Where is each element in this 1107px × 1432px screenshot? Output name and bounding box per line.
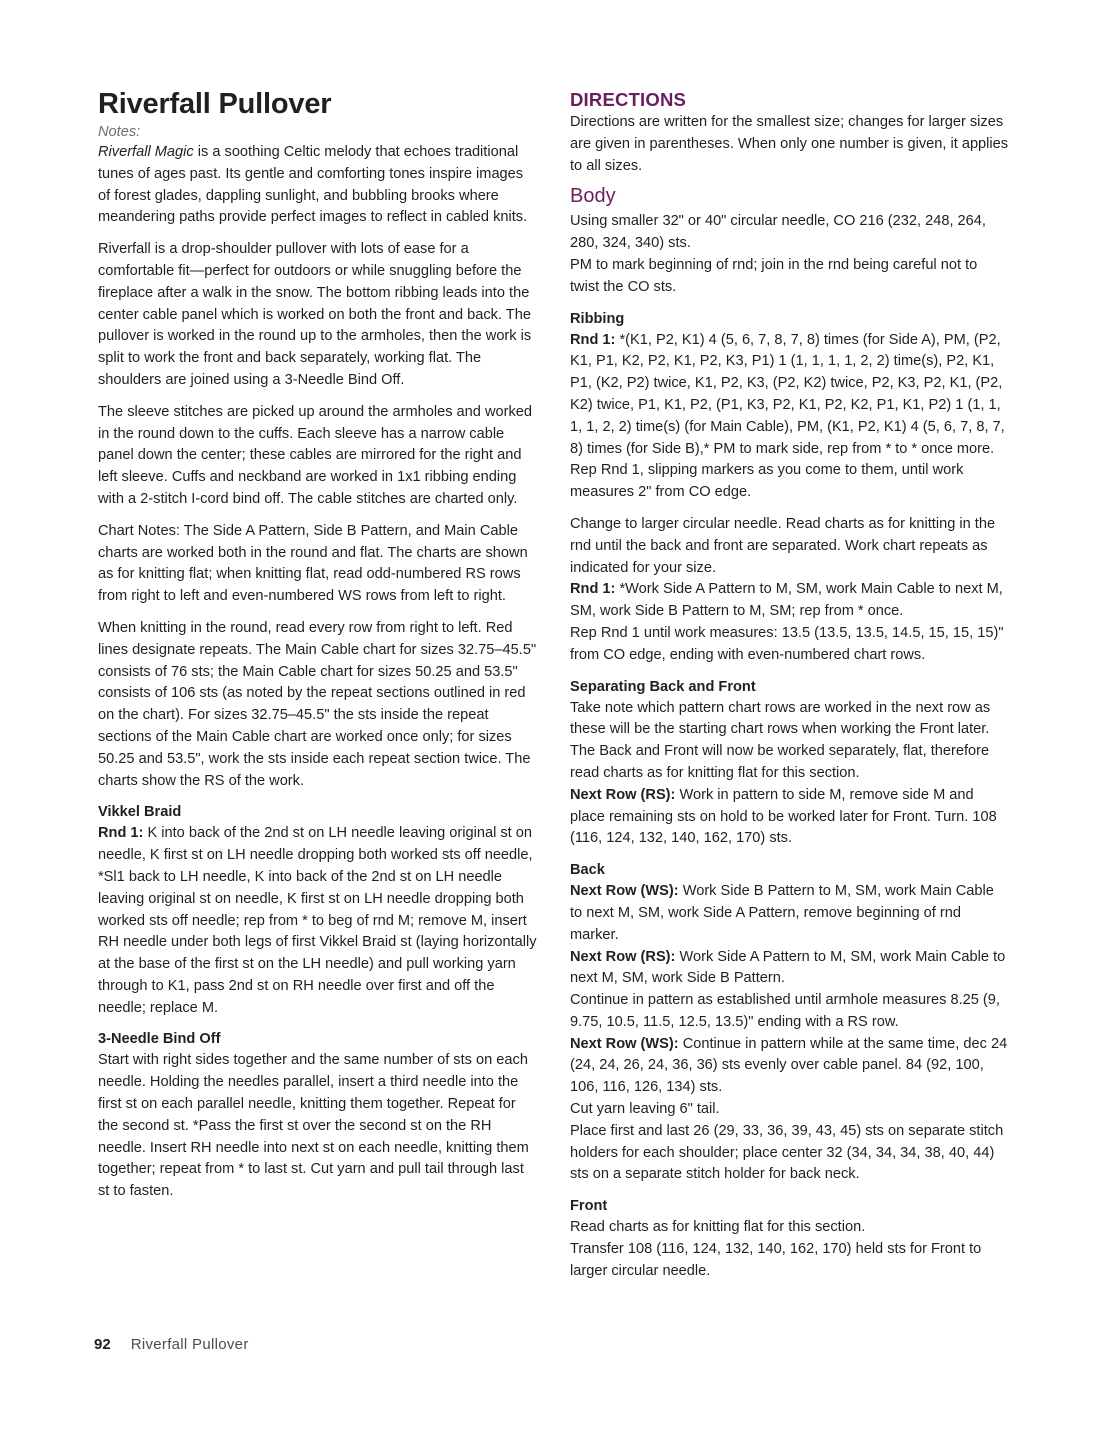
back-row-rs-text: Work Side A Pattern to M, SM, work Main Cable to next M, SM, work Side B Pattern.: [570, 948, 1006, 987]
footer-title: Riverfall Pullover: [130, 1336, 249, 1353]
bind-off-heading: 3-Needle Bind Off: [98, 1031, 221, 1048]
change-needle-text: Change to larger circular needle. Read charts as for knitting in the rnd until the back and front are separated. Work chart repeats as indicated for your size.: [570, 515, 996, 576]
notes-label: Notes:: [98, 124, 141, 140]
back-row-ws-label: Next Row (WS):: [570, 883, 679, 900]
right-column: [570, 88, 1010, 1283]
intro-text: is a soothing Celtic melody that echoes traditional tunes of ages past. Its gentle and comforting tones inspire images of forest glades, dappling sunlight, and bubbling brooks where meandering paths provide perfect images to reflect in cabled knits.: [98, 144, 528, 226]
separating-text: Take note which pattern chart rows are worked in the next row as these will be the starting chart rows when working the Front later. The Back and Front will now be worked separately, flat, therefore read charts as for knitting flat for this section.: [570, 699, 991, 781]
ribbing-rnd: [570, 330, 1010, 461]
separating-row-label: Next Row (RS):: [570, 786, 676, 803]
sleeve-paragraph: The sleeve stitches are picked up around the armholes and worked in the round down to the cuffs. Each sleeve has a narrow cable panel down the center; these cables are mirrored for the right and left sleeve. Cuffs and neckband are worked in 1x1 ribbing ending with a 2-stitch I-cord bind off. The cable stitches are charted only.: [98, 403, 533, 507]
back-row-rs-label: Next Row (RS):: [570, 948, 676, 965]
back-row-ws-dec-text: Continue in pattern while at the same time, dec 24 (24, 24, 26, 24, 36, 36) sts evenly over cable panel. 84 (92, 100, 106, 116, 126, 134) sts.: [570, 1035, 1008, 1096]
page-title: Riverfall Pullover: [98, 88, 332, 120]
ribbing-rnd-text: *(K1, P2, K1) 4 (5, 6, 7, 8, 7, 8) times (for Side A), PM, (P2, K1, P1, K2, P2, K1, P2, K3, P1) 1 (1, 1, 1, 1, 2, 2) time(s), P2, K1, P1, (K2, P2) twice, K1, P2, K3, (P2, K2) twice, P2, K3, P2, K1, (P2, K2) twice, P1, K1, P2, (P1, K3, P2, K1, P2, K2, P1, K1, P2) 1 (1, 1, 1, 1, 2, 2) time(s) (for Main Cable), PM, (K1, P2, K1) 4 (5, 6, 7, 8, 7, 8) times (for Side B),* PM to mark side, rep from * to * once more.: [570, 331, 1005, 457]
vikkel-braid-heading: Vikkel Braid: [98, 804, 182, 821]
back-place-sts: Place first and last 26 (29, 33, 36, 39, 43, 45) sts on separate stitch holders for each shoulder; place center 32 (34, 34, 34, 38, 40, 44) sts on a separate stitch holder for back neck.: [570, 1122, 1004, 1183]
directions-heading: DIRECTIONS: [570, 89, 687, 110]
back-row-ws-dec-label: Next Row (WS):: [570, 1035, 679, 1052]
separating-heading: Separating Back and Front: [570, 678, 756, 695]
back-heading: Back: [570, 862, 605, 879]
vikkel-braid-text: [98, 823, 538, 1019]
ribbing-repeat: Rep Rnd 1, slipping markers as you come to them, until work measures 2" from CO edge.: [570, 462, 964, 501]
back-continue: Continue in pattern as established until armhole measures 8.25 (9, 9.75, 10.5, 11.5, 12.5, 13.5)" ending with a RS row.: [570, 992, 1000, 1030]
directions-text: Directions are written for the smallest size; changes for larger sizes are given in parentheses. When only one number is given, it applies to all sizes.: [570, 114, 1009, 174]
body-heading: Body: [570, 185, 616, 208]
intro-italic-title: Riverfall Magic: [98, 144, 194, 160]
back-row-ws: [570, 881, 1010, 946]
back-cut-yarn: Cut yarn leaving 6" tail.: [570, 1101, 720, 1118]
page-number: 92: [94, 1336, 111, 1353]
left-column: [98, 86, 538, 1203]
change-rnd-text: *Work Side A Pattern to M, SM, work Main Cable to next M, SM, work Side B Pattern to M, SM; rep from * once.: [570, 581, 1003, 620]
bind-off-text: Start with right sides together and the same number of sts on each needle. Holding the needles parallel, insert a third needle into the first st on each parallel needle, knitting them together. Repeat for the second st. *Pass the first st over the second st on the RH needle. Insert RH needle into next st on each needle, knitting them together; repeat from * to last st. Cut yarn and pull tail through last st to fasten.: [98, 1052, 529, 1200]
change-rnd: [570, 579, 1010, 623]
ribbing-rnd-label: Rnd 1:: [570, 331, 616, 348]
change-repeat: Rep Rnd 1 until work measures: 13.5 (13.5, 13.5, 14.5, 15, 15, 15)" from CO edge, ending with even-numbered chart rows.: [570, 624, 1004, 663]
page-footer: [94, 1335, 249, 1355]
body-text-co: Using smaller 32" or 40" circular needle, CO 216 (232, 248, 264, 280, 324, 340) sts.: [570, 213, 986, 252]
description-paragraph: Riverfall is a drop-shoulder pullover with lots of ease for a comfortable fit—perfect for outdoors or while snuggling before the fireplace after a walk in the snow. The bottom ribbing leads into the center cable panel which is worked on both the front and back. The pullover is worked in the round up to the armholes, then the work is split to work the front and back separately, working flat. The shoulders are joined using a 3-Needle Bind Off.: [98, 241, 532, 388]
separating-row-text: Work in pattern to side M, remove side M and place remaining sts on hold to be worked later for Front. Turn. 108 (116, 124, 132, 140, 162, 170) sts.: [570, 786, 997, 847]
back-row-ws-text: Work Side B Pattern to M, SM, work Main Cable to next M, SM, work Side A Pattern, remove beginning of rnd marker.: [570, 883, 994, 943]
ribbing-heading: Ribbing: [570, 310, 625, 327]
front-text-transfer: Transfer 108 (116, 124, 132, 140, 162, 170) held sts for Front to larger circular needle.: [570, 1241, 982, 1279]
back-row-rs: [570, 947, 1010, 991]
vikkel-rnd-label: Rnd 1:: [98, 825, 144, 842]
change-rnd-label: Rnd 1:: [570, 581, 616, 598]
intro-paragraph: [98, 142, 538, 229]
body-text-pm: PM to mark beginning of rnd; join in the rnd being careful not to twist the CO sts.: [570, 256, 978, 295]
front-heading: Front: [570, 1198, 608, 1215]
separating-row: [570, 785, 1010, 850]
chart-notes-paragraph: Chart Notes: The Side A Pattern, Side B Pattern, and Main Cable charts are worked both in the round and flat. The charts are shown as for knitting flat; when knitting flat, read odd-numbered RS rows from right to left and even-numbered WS rows from left to right.: [98, 522, 528, 605]
front-text-read: Read charts as for knitting flat for this section.: [570, 1219, 866, 1236]
back-row-ws-dec: [570, 1034, 1010, 1099]
round-notes-paragraph: When knitting in the round, read every row from right to left. Red lines designate repeats. The Main Cable chart for sizes 32.75–45.5" consists of 76 sts; the Main Cable chart for sizes 50.25 and 53.5" consists of 106 sts (as noted by the repeat sections outlined in red on the chart). For sizes 32.75–45.5" the sts inside the repeat sections of the Main Cable chart are worked once only; for sizes 50.25 and 53.5", work the sts inside each repeat section twice. The charts show the RS of the work.: [98, 619, 537, 789]
vikkel-rnd-text: K into back of the 2nd st on LH needle leaving original st on needle, K first st on LH needle dropping both worked sts off needle, *Sl1 back to LH needle, K into back of the 2nd st on LH needle leaving original st on needle, K first st on LH needle dropping both worked sts off needle; rep from * to beg of rnd M; remove M, insert RH needle under both legs of first Vikkel Braid st (laying horizontally at the base of the first st on the LH needle) and pull working yarn through to K1, pass 2nd st on RH needle over first and off the needle; replace M.: [98, 825, 537, 1016]
